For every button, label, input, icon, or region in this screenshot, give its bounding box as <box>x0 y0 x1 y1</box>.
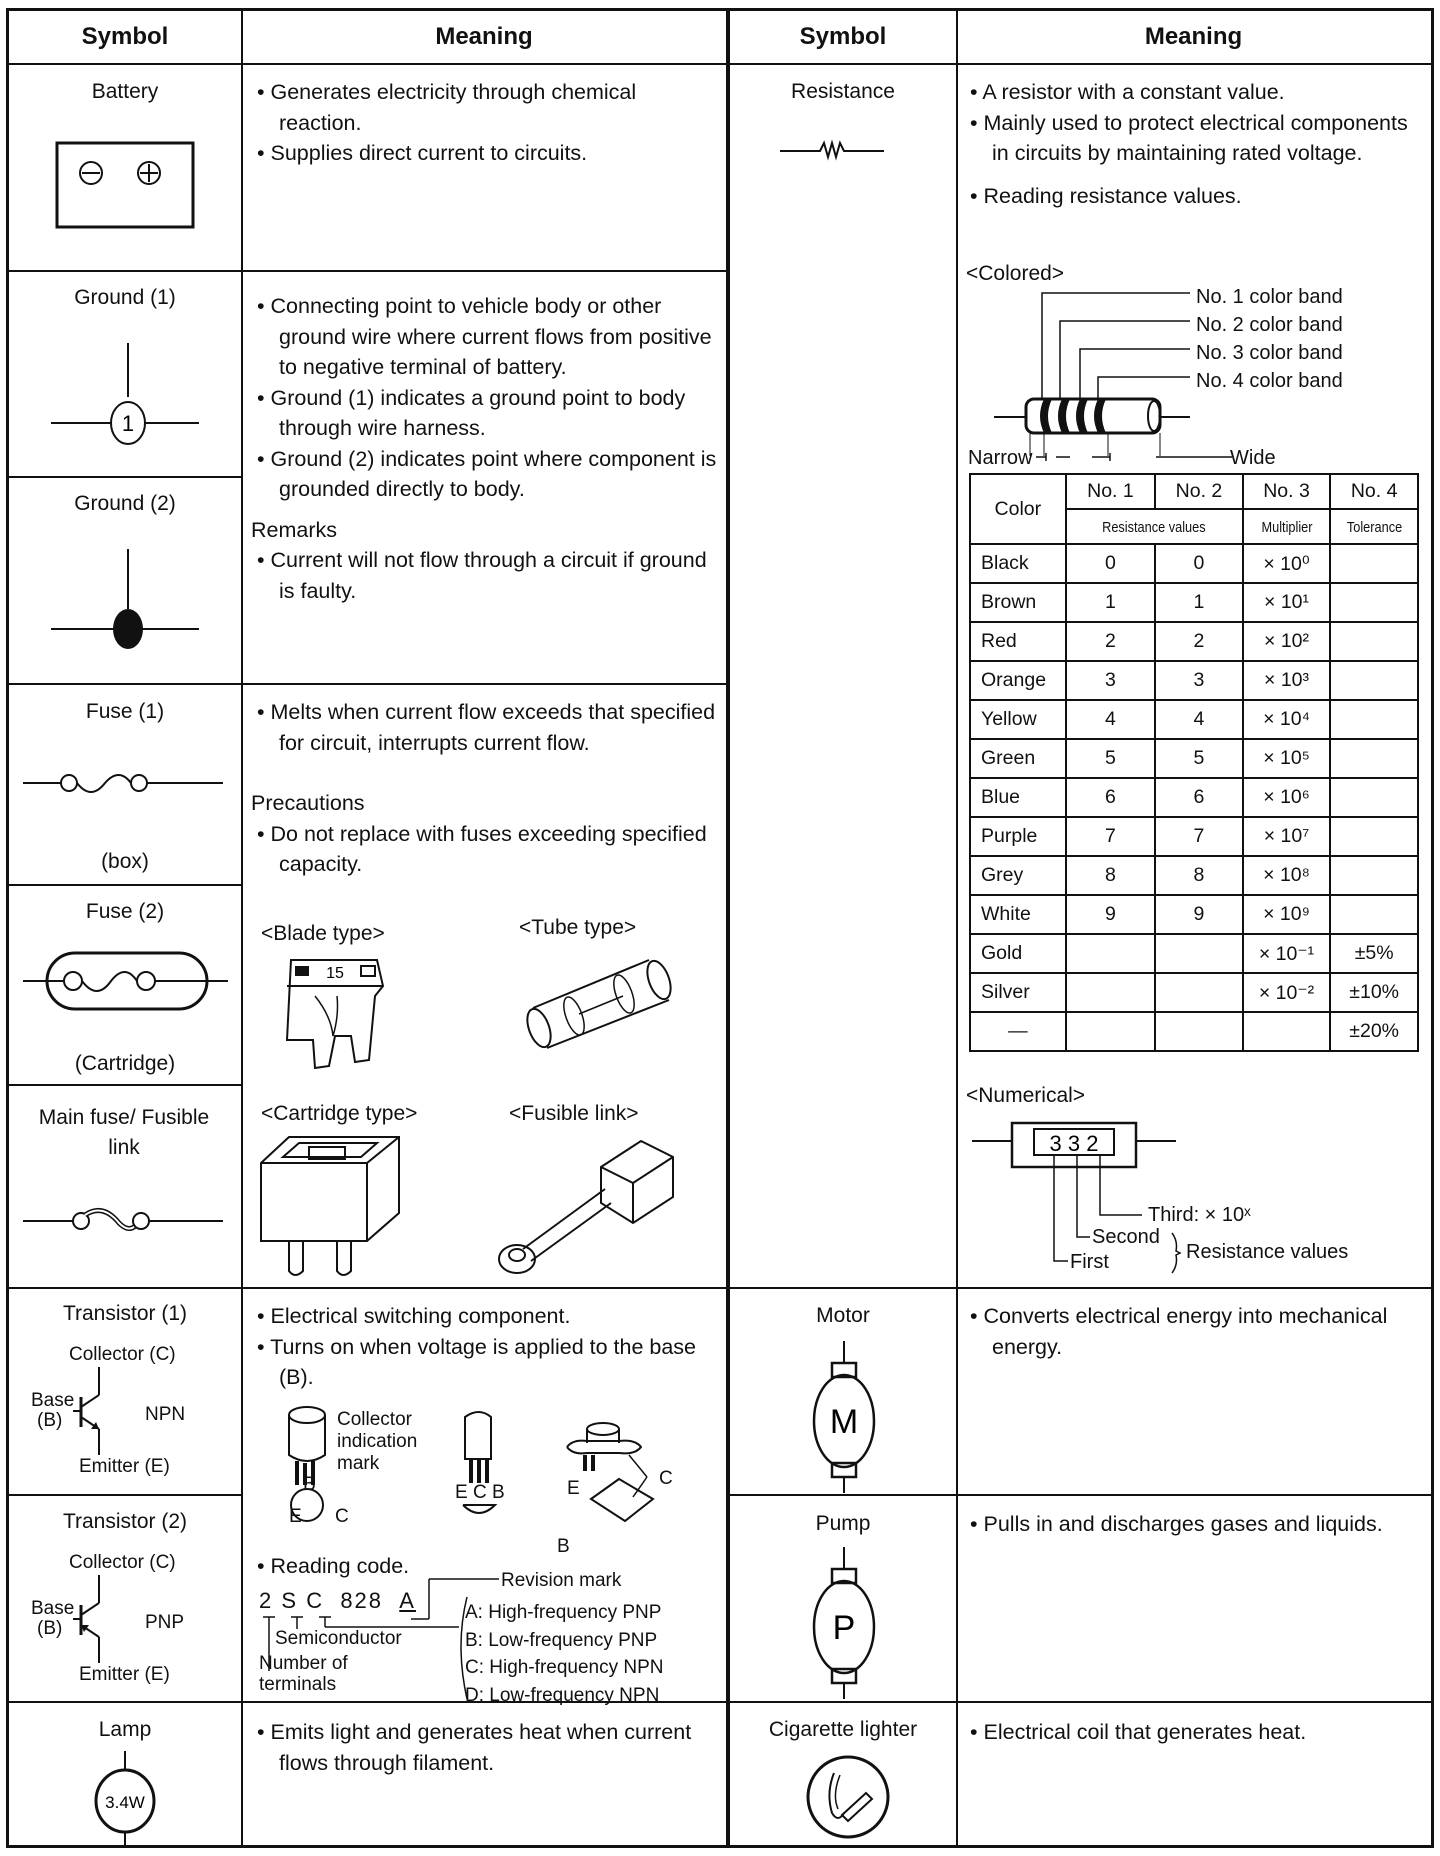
cigarette-lighter-label: Cigarette lighter <box>768 1718 918 1741</box>
npn-transistor-icon <box>69 1367 129 1457</box>
narrow-label: Narrow <box>968 447 1033 469</box>
third-label: Third: × 10ˣ <box>1148 1204 1251 1226</box>
transistor-code: 2 S C 828 A <box>259 1588 416 1613</box>
row-divider <box>730 1494 1431 1496</box>
lamp-label: Lamp <box>98 1718 152 1741</box>
row-divider <box>730 1287 1431 1289</box>
svg-text:M: M <box>829 1403 859 1441</box>
row-divider <box>9 476 241 478</box>
cartridge-fuse-icon <box>259 1133 409 1281</box>
symbol-reference-sheet <box>6 8 1434 1848</box>
left-table <box>6 8 730 1848</box>
svg-text:3.4W: 3.4W <box>105 1793 145 1812</box>
pnp-label: PNP <box>145 1612 185 1633</box>
header-meaning: Meaning <box>241 11 727 65</box>
color-band-labels: No. 1 color band No. 2 color band No. 3 color band No. 4 color band <box>1196 286 1343 392</box>
svg-text:3 3 2: 3 3 2 <box>1049 1131 1099 1156</box>
motor-label: Motor <box>816 1304 870 1327</box>
pin-c-label-2: C <box>659 1468 673 1489</box>
pump-icon <box>800 1547 890 1697</box>
ground-meaning: • Connecting point to vehicle body or other ground wire where current flows from positive to negative terminal of battery. • Ground (1) indicates a ground point to body through wire harness. • Ground (2) indicates point where component is grounded directly to body. Remarks • Current will not flow through a circuit if ground is faulty. <box>251 294 717 603</box>
fusible-link-icon-image <box>493 1137 673 1283</box>
base-label: Base <box>31 1390 75 1411</box>
pin-ecb-label: E C B <box>455 1482 505 1503</box>
colored-heading: <Colored> <box>966 262 1065 285</box>
can-transistor-icon <box>285 1405 345 1515</box>
column-divider <box>241 11 243 1845</box>
row-divider <box>9 683 727 685</box>
lamp-meaning: • Emits light and generates heat when current flows through filament. <box>257 1720 692 1775</box>
npn-label: NPN <box>145 1404 186 1425</box>
motor-meaning: • Converts electrical energy into mechanical energy. <box>970 1304 1388 1359</box>
table-row: Gold × 10⁻¹ ±5% <box>970 934 1418 973</box>
row-divider <box>9 1494 241 1496</box>
tube-fuse-icon <box>519 956 699 1056</box>
cigarette-lighter-meaning: • Electrical coil that generates heat. <box>970 1720 1307 1744</box>
transistor-1-label: Transistor (1) <box>62 1302 188 1325</box>
pin-b-label: B <box>303 1474 316 1495</box>
power-transistor-icon <box>563 1419 673 1529</box>
right-table <box>726 8 1434 1848</box>
pin-e-label-2: E <box>567 1478 580 1499</box>
resistor-icon <box>780 139 890 159</box>
table-row: — ±20% <box>970 1012 1418 1051</box>
table-row: Silver × 10⁻² ±10% <box>970 973 1418 1012</box>
terminals-label: Number of terminals <box>259 1653 348 1695</box>
fuse-2-icon <box>23 951 233 1015</box>
row-divider <box>9 884 241 886</box>
cigarette-lighter-icon <box>804 1753 894 1843</box>
table-row: Yellow 4 4 × 10⁴ <box>970 700 1418 739</box>
table-row: Black 0 0 × 10⁰ <box>970 544 1418 583</box>
revision-mark-label: Revision mark <box>501 1570 622 1591</box>
table-row: White 9 9 × 10⁹ <box>970 895 1418 934</box>
fuse-2-label: Fuse (2) <box>85 900 165 923</box>
row-divider <box>9 1084 241 1086</box>
table-row: Blue 6 6 × 10⁶ <box>970 778 1418 817</box>
ground-2-icon <box>49 549 199 659</box>
lamp-icon <box>89 1751 159 1851</box>
color-code-table: Color No. 1 No. 2 No. 3 No. 4 Resistance values Multiplier Tolerance Black 0 0 × 10⁰ Brown 1 1 × 10¹ Red 2 2 × 10² Orange 3 3 × 10³ Yellow 4 4 × 10⁴ Green 5 5 × 10⁵ Blue 6 6 × 10⁶ Purple 7 7 × 10⁷ Grey 8 8 × 10⁸ White 9 9 × 10⁹ Gold × 10⁻¹ ±5% Silver × 10⁻² ±10% — ±20% <box>969 473 1419 1052</box>
transistor-meaning: • Electrical switching component. • Turns on when voltage is applied to the base (B). <box>257 1304 697 1389</box>
resistance-meaning: • A resistor with a constant value. • Mainly used to protect electrical components in circuits by maintaining rated voltage. • Reading resistance values. <box>970 80 1408 208</box>
row-divider <box>9 270 727 272</box>
blade-fuse-icon <box>279 956 409 1076</box>
column-divider <box>956 11 958 1845</box>
fuse-1-label: Fuse (1) <box>85 700 165 723</box>
fuse-1-sublabel: (box) <box>101 850 149 873</box>
fusible-link-icon <box>23 1207 233 1237</box>
fusible-link-type-label: <Fusible link> <box>509 1102 639 1125</box>
cartridge-type-label: <Cartridge type> <box>261 1102 418 1125</box>
table-row: Brown 1 1 × 10¹ <box>970 583 1418 622</box>
pump-meaning: • Pulls in and discharges gases and liquids. <box>970 1512 1383 1536</box>
code-types-list: A: High-frequency PNP B: Low-frequency PNP C: High-frequency NPN D: Low-frequency NPN <box>465 1602 664 1706</box>
emitter-label: Emitter (E) <box>79 1456 170 1477</box>
fuse-meaning: • Melts when current flow exceeds that specified for circuit, interrupts current flow. Precautions • Do not replace with fuses exceeding specified capacity. <box>251 700 716 876</box>
row-divider <box>730 1701 1431 1703</box>
collector-mark-label: Collector indication mark <box>337 1409 418 1474</box>
header-symbol: Symbol <box>9 11 241 65</box>
collector-label-2: Collector (C) <box>69 1552 176 1573</box>
resistance-values-brace <box>1170 1231 1182 1275</box>
resistance-label: Resistance <box>791 80 895 103</box>
battery-icon <box>55 141 195 231</box>
second-label: Second <box>1092 1226 1160 1248</box>
ground-2-label: Ground (2) <box>74 492 176 515</box>
table-row: Grey 8 8 × 10⁸ <box>970 856 1418 895</box>
transistor-2-label: Transistor (2) <box>62 1510 188 1533</box>
fuse-1-icon <box>23 769 233 799</box>
base-b-label-2: (B) <box>37 1618 63 1639</box>
tube-type-label: <Tube type> <box>519 916 637 939</box>
first-label: First <box>1070 1251 1109 1273</box>
semiconductor-label: Semiconductor <box>275 1628 402 1649</box>
battery-meaning: • Generates electricity through chemical reaction. • Supplies direct current to circuits. <box>257 80 637 165</box>
table-row: Purple 7 7 × 10⁷ <box>970 817 1418 856</box>
pnp-transistor-icon <box>69 1575 129 1665</box>
emitter-label-2: Emitter (E) <box>79 1664 170 1685</box>
col-color: Color <box>970 474 1066 544</box>
header-meaning-right: Meaning <box>956 11 1431 65</box>
main-fuse-label: Main fuse/ Fusible link <box>38 1106 210 1159</box>
row-divider <box>9 1287 727 1289</box>
svg-text:1: 1 <box>121 411 135 436</box>
collector-label: Collector (C) <box>69 1344 176 1365</box>
pin-c-label: C <box>335 1506 349 1527</box>
reading-code-heading: • Reading code. <box>257 1554 410 1578</box>
svg-text:15: 15 <box>326 965 344 982</box>
resistance-values-label: Resistance values <box>1186 1241 1349 1263</box>
pin-e-label: E <box>289 1506 302 1527</box>
table-row: Orange 3 3 × 10³ <box>970 661 1418 700</box>
band-width-arrows <box>1036 449 1236 469</box>
motor-icon <box>800 1341 890 1491</box>
ground-1-label: Ground (1) <box>74 286 176 309</box>
table-row: Red 2 2 × 10² <box>970 622 1418 661</box>
wide-label: Wide <box>1230 447 1276 469</box>
base-label-2: Base <box>31 1598 75 1619</box>
pin-b-label-2: B <box>557 1536 570 1557</box>
blade-type-label: <Blade type> <box>261 922 385 945</box>
battery-label: Battery <box>91 80 159 103</box>
base-b-label: (B) <box>37 1410 63 1431</box>
table-row: Green 5 5 × 10⁵ <box>970 739 1418 778</box>
pump-label: Pump <box>815 1512 871 1535</box>
fuse-2-sublabel: (Cartridge) <box>74 1052 176 1075</box>
svg-text:P: P <box>832 1609 856 1647</box>
header-symbol-right: Symbol <box>730 11 956 65</box>
color-band-resistor-icon <box>994 291 1224 451</box>
ground-1-icon <box>49 343 199 453</box>
numerical-heading: <Numerical> <box>966 1084 1086 1107</box>
